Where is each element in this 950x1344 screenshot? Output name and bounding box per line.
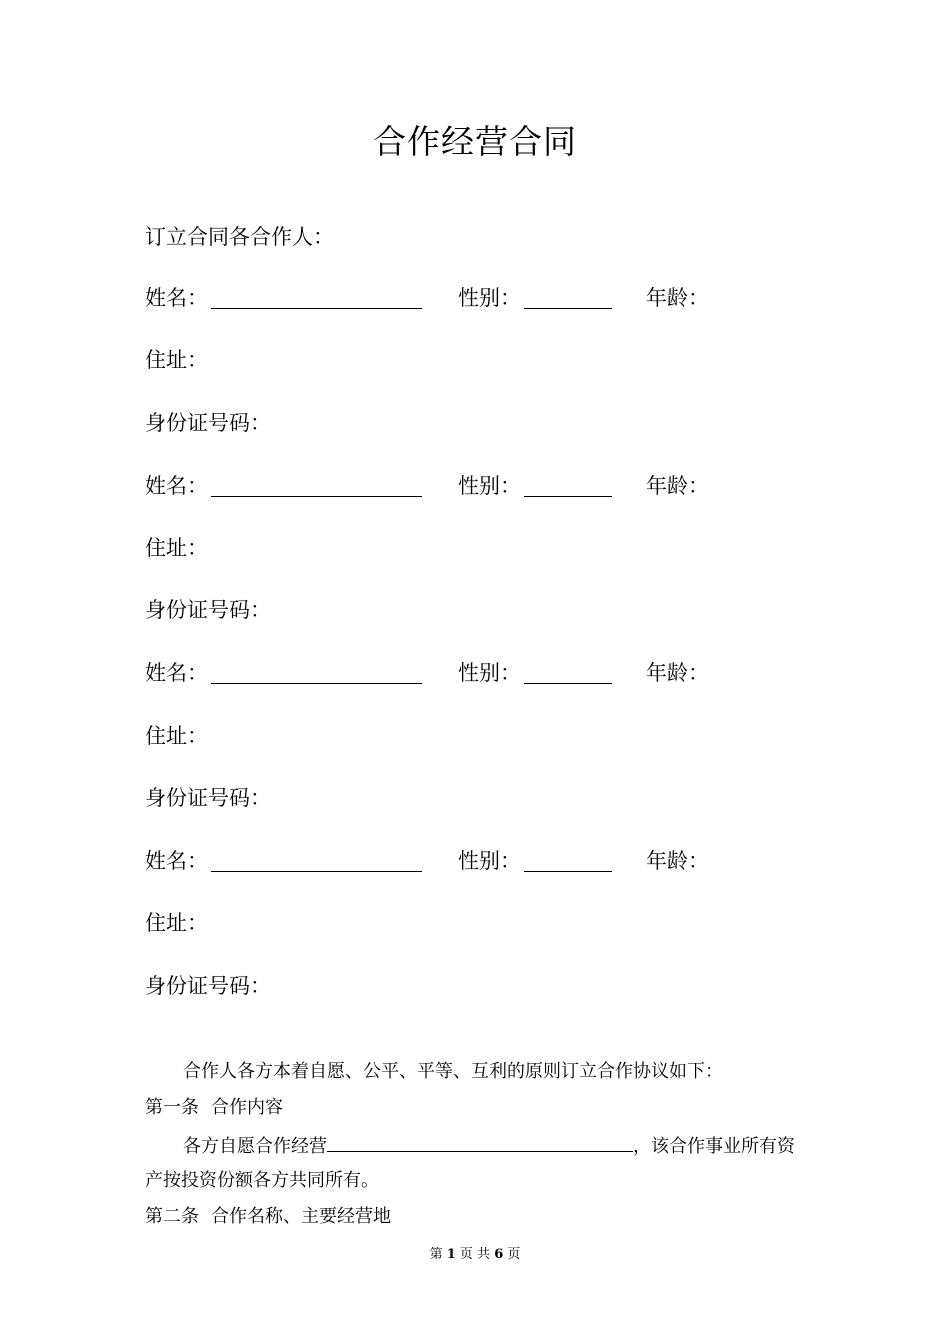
name-blank[interactable] bbox=[211, 683, 422, 684]
id-number-label: 身份证号码： bbox=[145, 598, 271, 622]
footer-middle: 页 共 bbox=[459, 1247, 491, 1262]
address-label: 住址： bbox=[145, 724, 208, 748]
gender-blank[interactable] bbox=[524, 871, 612, 872]
article-2-number: 第二条 bbox=[145, 1206, 199, 1227]
footer-suffix: 页 bbox=[507, 1247, 521, 1262]
address-label: 住址： bbox=[145, 348, 208, 372]
address-label: 住址： bbox=[145, 911, 208, 935]
gender-blank[interactable] bbox=[524, 496, 612, 497]
business-scope-blank[interactable] bbox=[327, 1131, 633, 1152]
article-2-heading bbox=[145, 1204, 391, 1230]
article-1-text-before: 各方自愿合作经营 bbox=[183, 1136, 327, 1157]
article-1-paragraph bbox=[183, 1131, 795, 1160]
gender-blank[interactable] bbox=[524, 308, 612, 309]
name-label: 姓名： bbox=[145, 661, 208, 685]
age-label: 年龄： bbox=[646, 474, 709, 498]
age-label: 年龄： bbox=[646, 286, 709, 310]
footer-total-pages: 6 bbox=[494, 1247, 504, 1262]
footer-prefix: 第 bbox=[429, 1247, 443, 1262]
gender-label: 性别： bbox=[458, 849, 521, 873]
article-1-title: 合作内容 bbox=[211, 1097, 283, 1118]
page-footer bbox=[0, 1246, 950, 1264]
footer-page-number: 1 bbox=[446, 1247, 456, 1262]
id-number-label: 身份证号码： bbox=[145, 786, 271, 810]
article-1-heading bbox=[145, 1095, 283, 1121]
article-1-line-2: 产按投资份额各方共同所有。 bbox=[145, 1170, 379, 1191]
gender-label: 性别： bbox=[458, 474, 521, 498]
id-number-label: 身份证号码： bbox=[145, 974, 271, 998]
name-label: 姓名： bbox=[145, 849, 208, 873]
name-blank[interactable] bbox=[211, 871, 422, 872]
gender-blank[interactable] bbox=[524, 683, 612, 684]
age-label: 年龄： bbox=[646, 849, 709, 873]
gender-label: 性别： bbox=[458, 286, 521, 310]
name-label: 姓名： bbox=[145, 286, 208, 310]
name-blank[interactable] bbox=[211, 308, 422, 309]
preamble: 合作人各方本着自愿、公平、平等、互利的原则订立合作协议如下： bbox=[183, 1061, 723, 1082]
name-label: 姓名： bbox=[145, 474, 208, 498]
name-blank[interactable] bbox=[211, 496, 422, 497]
gender-label: 性别： bbox=[458, 661, 521, 685]
parties-intro: 订立合同各合作人： bbox=[145, 225, 334, 249]
id-number-label: 身份证号码： bbox=[145, 411, 271, 435]
age-label: 年龄： bbox=[646, 661, 709, 685]
article-1-text-after: ，该合作事业所有资 bbox=[633, 1136, 795, 1157]
document-title: 合作经营合同 bbox=[373, 122, 577, 161]
article-2-title: 合作名称、主要经营地 bbox=[211, 1206, 391, 1227]
article-1-number: 第一条 bbox=[145, 1097, 199, 1118]
address-label: 住址： bbox=[145, 536, 208, 560]
